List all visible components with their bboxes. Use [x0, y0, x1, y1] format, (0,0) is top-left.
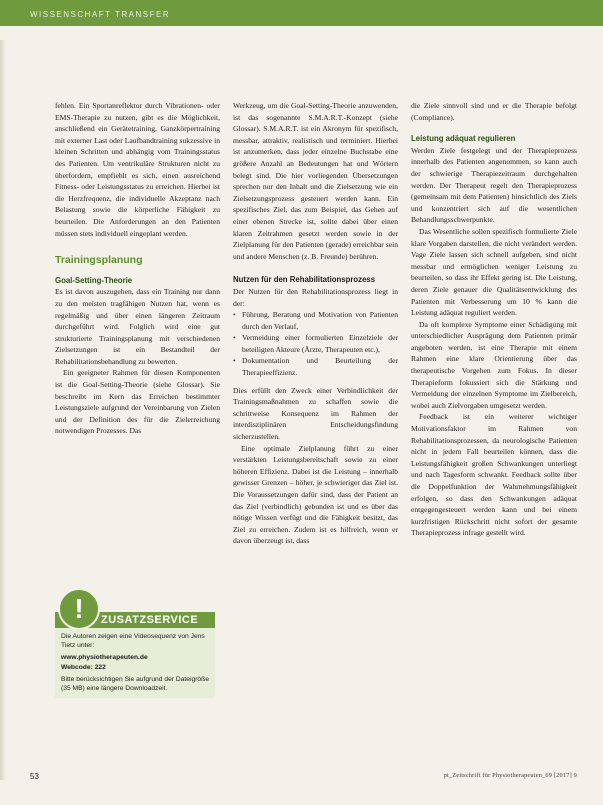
- section-heading: Trainingsplanung: [55, 254, 143, 267]
- bullet-list: [233, 309, 398, 379]
- paragraph: Es ist davon auszugehen, dass ein Training nur dann zu den meisten tragfähigen Nutzen hat, wenn es regelmäßig und über einen längeren Zeitraum durchgeführt wird. Folglich wird eine gut strukturierte Trainingsplanung mit verschiedenen Zielsetzungen ist ein Bestandteil der Rehabilitationsbehandlung zu bewerten.: [55, 287, 220, 366]
- service-webcode: Webcode: 222: [61, 663, 106, 671]
- running-head: WISSENSCHAFT TRANSFER: [30, 10, 171, 19]
- paragraph: Das Wesentliche sollen spezifisch formulierte Ziele klare Vorgaben darstellen, die nicht verändert werden. Vage Ziele lassen sich schnell aufgeben, sind nicht messbar und ermöglichen weniger Leistung zu beurteilen, so dass ihr Effekt gering ist. Die Leistung, deren Ziele genauer die Qualitätsentwicklung des Patienten mit Verbesserung um 10 % kann die Leistung adäquat reguliert werden.: [411, 226, 577, 318]
- column-1: [55, 100, 220, 437]
- journal-footer: pt_Zeitschrift für Physiotherapeuten_69 [2017] 9: [443, 772, 577, 779]
- page-number: 53: [30, 772, 39, 781]
- zusatzservice-body: [61, 632, 211, 696]
- service-link[interactable]: www.physiotherapeuten.de: [61, 654, 148, 662]
- list-item: • Vermeidung einer formulierten Einzelziele der beteiligten Akteure (Ärzte, Therapeuten etc.),: [233, 332, 398, 355]
- service-text: Bitte berücksichtigen Sie aufgrund der Dateigröße (35 MB) eine längere Downloadzeit.: [61, 675, 209, 693]
- paragraph: fehlen. Ein Sportanreflektor durch Vibrationen- oder EMS-Therapie zu nutzen, gibt es die Möglichkeit, anschließend ein Gerätetraining, Ganzkörpertraining mit externer Last oder Laufbandtraining sukzessive in kleinen Schritten und abhängig vom Trainingsstatus des Patienten. Um ventrikuläre Strukturen nicht zu überfordern, empfiehlt es sich, einen ausreichend Fitness- oder Leistungsstatus zu erreichen. Hierbei ist die Herzfrequenz, die individuelle Akzeptanz nach Belastung sowie die körperliche Fähigkeit zu beurteilen. Die Anforderungen an den Patienten müssen stets individuell eingeplant werden.: [55, 101, 220, 238]
- paragraph: Der Nutzen für den Rehabilitationsprozess liegt in der:: [233, 286, 398, 308]
- page-fold-shadow: [0, 40, 6, 780]
- section-heading: Leistung adäquat regulieren: [411, 134, 516, 144]
- paragraph: Da oft komplexe Symptome einer Schädigung mit unterschiedlicher Ausprägung dem Patienten primär angeboten werden, ist eine Therapie mit einem Rahmen eine klare Orientierung über das therapeutische Vorgehen zum Fokus. In dieser Therapieform fokussiert sich die Stärkung und Vermeidung der einzelnen Symptome im Zielbereich, wobei auch Zielvorgaben umgesetzt werden.: [411, 319, 577, 410]
- list-item: • Führung, Beratung und Motivation von Patienten durch den Verlauf,: [233, 309, 398, 332]
- service-text: Die Autoren zeigen eine Videosequenz von Jens Tietz unter:: [61, 633, 205, 650]
- section-heading: Nutzen für den Rehabilitationsprozess: [233, 275, 376, 285]
- column-3: [411, 100, 577, 539]
- paragraph: Eine optimale Zielplanung führt zu einer verstärkten Leistungsbereitschaft sowie zu einer höheren Effizienz. Dabei ist die Leistung – innerhalb gewisser Grenzen – höher, je schwieriger das Ziel ist. Die Voraussetzungen dafür sind, dass der Patient an das Ziel (verbindlich) gebunden ist und es über das nötige Wissen verfügt und die Fähigkeit besitzt, das Ziel zu erreichen. Zudem ist es hilfreich, wenn er davon überzeugt ist, dass: [233, 443, 398, 546]
- paragraph: Werden Ziele festgelegt und der Therapieprozess innerhalb des Patienten angenommen, so kann auch der schwierige Therapiezeitraum durchgehalten werden. Der Therapeut regelt den Therapieprozess (gemeinsam mit dem Patienten) hinsichtlich des Ziels und konzentriert sich auf die wesentlichen Behandlungsschwerpunkte.: [411, 145, 577, 225]
- paragraph: Feedback ist ein weiterer wichtiger Motivationsfaktor im Rahmen von Rehabilitationsprozessen, da neurologische Patienten nicht in jedem Fall beurteilen können, dass die Leistungsfähigkeit großen Schwankungen unterliegt und nach Tagesform schwankt. Feedback sollte über die Doppelfunktion der Wahrnehmungsfähigkeit erfolgen, so dass den Schwankungen adäquat entgegengesteuert werden kann und bei einem kurzfristigen Rückschritt nicht sofort der gesamte Therapieprozess infrage gestellt wird.: [411, 412, 577, 538]
- paragraph: Ein geeigneter Rahmen für diesen Komponenten ist die Goal-Setting-Theorie (siehe Glossar). Sie beschreibt im Kern das Erreichen bestimmter Leistungsziele aufgrund der Vereinbarung von Zielen und der Definition des für die Zielerreichung notwendigen Prozesses. Das: [55, 368, 220, 436]
- list-item: • Dokumentation und Beurteilung der Therapieeffizienz.: [233, 355, 398, 378]
- subsection-heading: Goal-Setting-Theorie: [55, 275, 133, 285]
- zusatzservice-title: ZUSATZSERVICE: [101, 614, 199, 626]
- column-2: [233, 100, 398, 547]
- paragraph: Dies erfüllt den Zweck einer Verbindlichkeit der Trainingsmaßnahmen zu schaffen sowie die schrittweise Konsequenz im Rahmen der interdisziplinären Entscheidungsfindung sicherzustellen.: [233, 385, 398, 442]
- paragraph: Werkzeug, um die Goal-Setting-Theorie anzuwenden, ist das sogenannte S.M.A.R.T.-Konzept (siehe Glossar). S.M.A.R.T. ist ein Akronym für spezifisch, messbar, attraktiv, realistisch und terminiert. Hierbei ist anzumerken, dass jeder einzelne Buchstabe eine größere Anzahl an Bedeutungen hat und Wörtern belegt sind. Die hier vorliegenden Übersetzungen sprechen nur den Inhalt und die Zielsetzung wie ein Zielsetzungsprozess gesteuert werden kann. Ein spezifisches Ziel, das zum Beispiel, das Gehen auf einer ebenen Strecke ist, sollte dabei über einen klaren Zeitrahmen gesetzt werden sowie in der Zielplanung für den Patienten (gerade) erreichbar sein und andere Menschen (z. B. Freunde) berühren.: [233, 101, 398, 261]
- exclamation-icon: !: [58, 588, 100, 630]
- paragraph: die Ziele sinnvoll sind und er die Therapie befolgt (Compliance).: [411, 101, 577, 122]
